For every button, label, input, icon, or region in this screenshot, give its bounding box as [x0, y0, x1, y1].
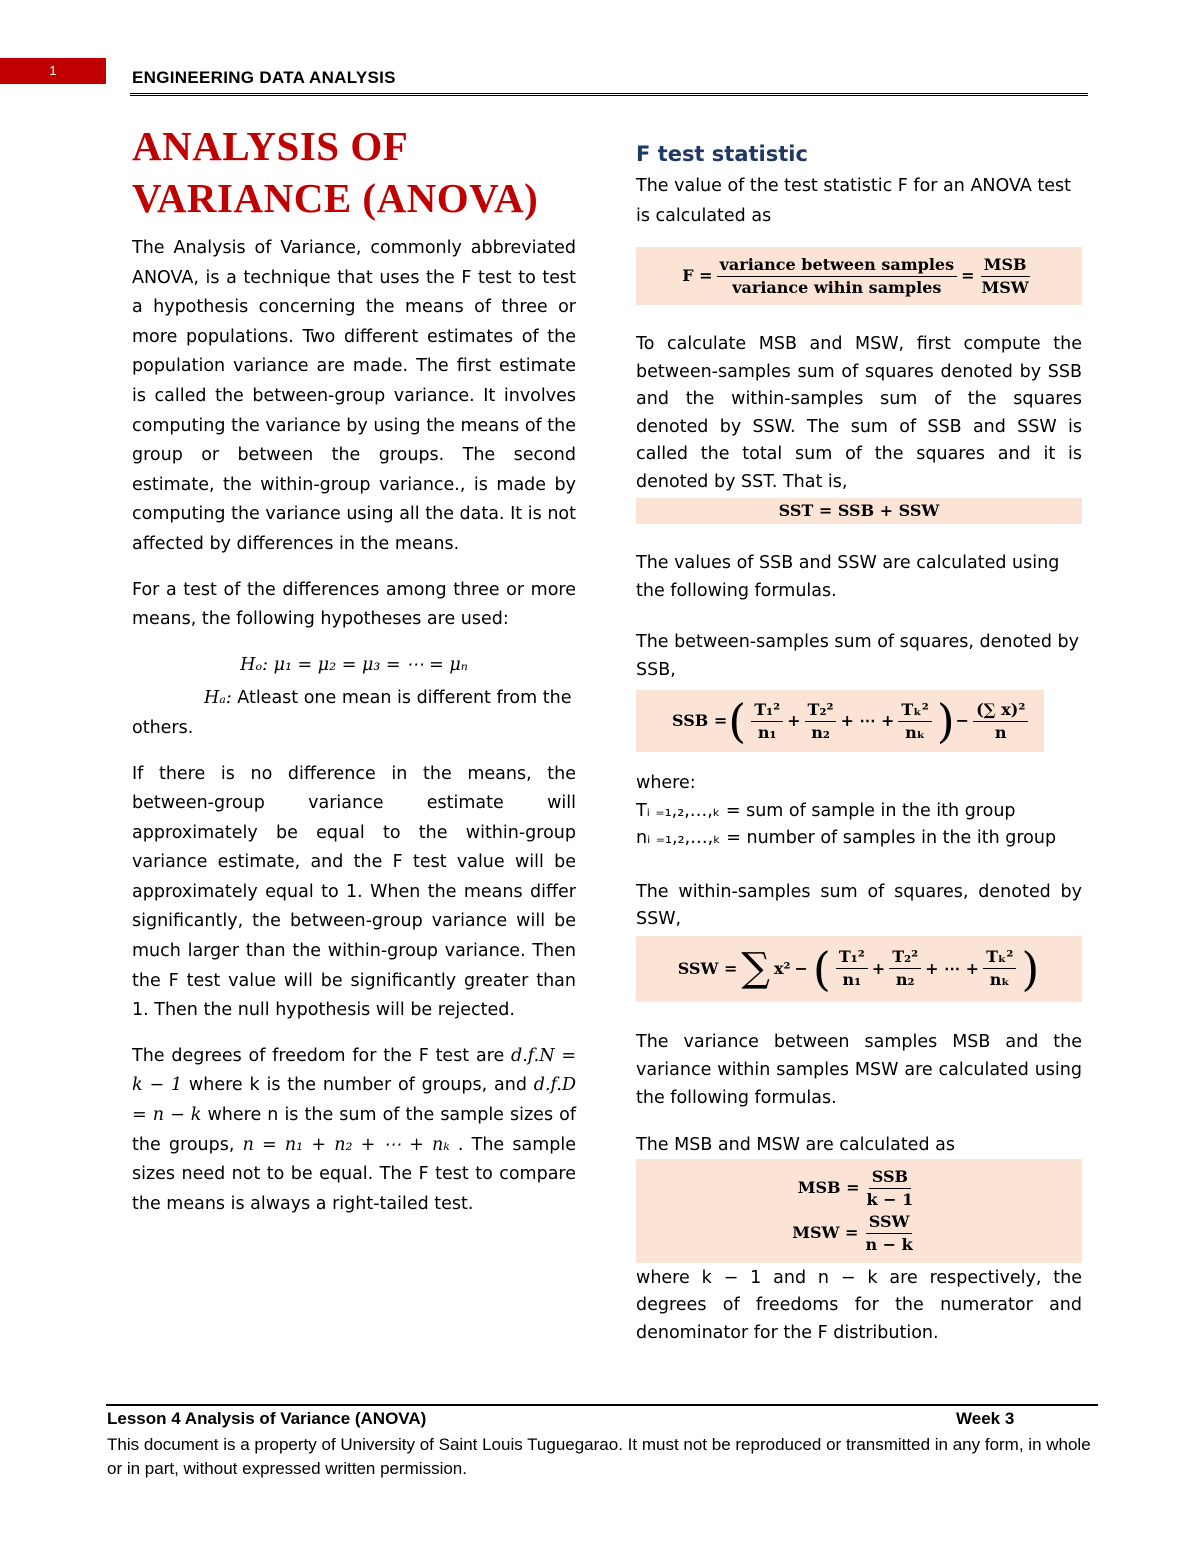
ssb-term-k — [898, 699, 931, 744]
msb-den: k − 1 — [866, 1189, 914, 1209]
alternative-hypothesis-symbol: Hₐ: — [204, 688, 232, 709]
msw-formula — [792, 1211, 919, 1256]
msb-msw-formula-box — [636, 1159, 1082, 1263]
dof-text-3: where n is the sum of the sample sizes of the groups, — [132, 1105, 576, 1155]
ssw-formula-box — [636, 936, 1082, 1002]
ssb-lhs: SSB = — [672, 711, 728, 731]
footer-week: Week 3 — [956, 1409, 1015, 1428]
dof-text-2: where k is the number of groups, and — [182, 1075, 534, 1096]
no-difference-paragraph: If there is no difference in the means, the between-group variance estimate will approximately be equal to the within-group variance estimate, and the F test value will be approximately equal to 1. When the means differ significantly, the between-group variance will be much larger than the within-group variance. Then the F test value will be significantly greater than 1. Then the null hypothesis will be rejected. — [132, 763, 576, 1021]
f-numerator: variance between samples — [717, 254, 958, 277]
f-intro: The value of the test statistic F for an ANOVA test is calculated as — [636, 176, 1071, 226]
ssb-formula-box — [636, 690, 1044, 752]
msw-den: n − k — [865, 1234, 913, 1254]
f-fraction — [717, 254, 958, 299]
msb-msw-fraction — [979, 254, 1032, 299]
title-line-1: ANALYSIS OF — [132, 123, 409, 169]
ssw-t1: T₁² — [836, 946, 868, 969]
course-title: ENGINEERING DATA ANALYSIS — [132, 68, 396, 87]
where-n-definition: nᵢ ₌₁,₂,…,ₖ = number of samples in the ith group — [636, 828, 1057, 849]
f-formula-box — [636, 247, 1082, 305]
ssb-minus: − — [955, 711, 970, 731]
ssb-plus: + — [787, 711, 801, 731]
msb-num: SSB — [869, 1166, 911, 1189]
n-sum-expression: n = n₁ + n₂ + ⋯ + nₖ — [242, 1134, 450, 1155]
ssb-tk: Tₖ² — [898, 699, 931, 722]
right-column — [636, 138, 1082, 1363]
f-lhs: F = — [682, 266, 713, 286]
sum-icon: ∑ — [741, 944, 770, 991]
footer-lesson: Lesson 4 Analysis of Variance (ANOVA) — [107, 1409, 427, 1428]
msb-formula — [798, 1166, 921, 1211]
msw-lhs: MSW = — [792, 1223, 859, 1243]
ssw-dots: + ⋯ + — [925, 958, 980, 978]
msw-num: SSW — [866, 1211, 913, 1234]
sst-formula-box: SST = SSB + SSW — [636, 498, 1082, 524]
ssw-n1: n₁ — [842, 970, 862, 990]
msw-label: MSW — [981, 277, 1029, 297]
values-intro: The values of SSB and SSW are calculated using the following formulas. — [636, 553, 1060, 601]
dof-text-1: The degrees of freedom for the F test are — [132, 1045, 512, 1066]
title-line-2: VARIANCE (ANOVA) — [132, 175, 539, 221]
variance-paragraph: The variance between samples MSB and the variance within samples MSW are calculated using the following formulas. — [636, 1031, 1082, 1108]
ssw-n2: n₂ — [895, 970, 915, 990]
left-column — [132, 120, 576, 1235]
where-label: where: — [636, 773, 696, 794]
ssw-lhs: SSW = — [677, 958, 738, 978]
ssb-t2: T₂² — [805, 699, 837, 722]
hypotheses-intro: For a test of the differences among three or more means, the following hypotheses are used: — [132, 579, 576, 630]
ssb-dots: + ⋯ + — [840, 711, 895, 731]
where-t-definition: Tᵢ ₌₁,₂,…,ₖ = sum of sample in the ith group — [636, 800, 1016, 821]
ssb-term-2 — [805, 699, 837, 744]
ssb-nk: nₖ — [905, 722, 926, 742]
closing-paragraph: where k − 1 and n − k are respectively, the degrees of freedoms for the numerator and denominator for the F distribution. — [636, 1267, 1082, 1343]
msb-msw-paragraph: To calculate MSB and MSW, first compute the between-samples sum of squares denoted by SSB and the within-samples sum of the squares denoted by SSW. The sum of SSB and SSW is called the total sum of the squares and it is denoted by SST. That is, — [636, 334, 1082, 492]
ssb-intro: The between-samples sum of squares, denoted by SSB, — [636, 632, 1079, 680]
ssb-t1: T₁² — [751, 699, 783, 722]
ssw-minus: − — [794, 958, 808, 978]
ssw-x2: x² — [773, 958, 791, 978]
ssw-tk: Tₖ² — [983, 946, 1016, 969]
page-number-badge: 1 — [0, 58, 106, 84]
ssb-n2: n₂ — [811, 722, 830, 742]
ssb-n: n — [994, 722, 1007, 742]
ssb-correction-term — [973, 699, 1028, 744]
ssw-term-k — [983, 946, 1016, 991]
msb-label: MSB — [981, 254, 1030, 277]
ssw-plus: + — [871, 958, 886, 978]
footer-copyright-notice: This document is a property of University of Saint Louis Tuguegarao. It must not be reproduced or transmitted in any form, in whole or in part, without expressed written permission. — [107, 1435, 1091, 1478]
ssw-nk: nₖ — [989, 970, 1010, 990]
ssb-n1: n₁ — [757, 722, 777, 742]
msb-fraction — [864, 1166, 917, 1211]
f-equals: = — [961, 266, 975, 286]
f-test-heading: F test statistic — [636, 142, 808, 166]
dfn-expression: d.f.N = k − 1 — [132, 1045, 576, 1096]
alternative-hypothesis — [132, 684, 576, 743]
ssb-sumx: (∑ x)² — [973, 699, 1028, 722]
page-title — [132, 120, 576, 224]
ssb-term-1 — [751, 699, 783, 744]
left-paren: ( — [812, 941, 831, 996]
alternative-hypothesis-text: Atleast one mean is different from the others. — [132, 688, 572, 738]
ssw-intro: The within-samples sum of squares, denoted by SSW, — [636, 881, 1082, 930]
ssw-term-2 — [889, 946, 921, 991]
msb-lhs: MSB = — [797, 1178, 860, 1198]
right-paren: ) — [1021, 941, 1040, 996]
footer-divider — [106, 1404, 1098, 1406]
left-paren: ( — [728, 694, 747, 749]
msw-fraction — [862, 1211, 915, 1256]
dof-text-4: . The sample sizes need not to be equal. The F test to compare the means is always a right-tailed test. — [132, 1134, 576, 1214]
f-denominator: variance wihin samples — [732, 277, 942, 297]
intro-paragraph: The Analysis of Variance, commonly abbreviated ANOVA, is a technique that uses the F test to test a hypothesis concerning the means of three or more populations. Two different estimates of the population variance are made. The first estimate is called the between-group variance. It involves computing the variance by using the means of the group or between the groups. The second estimate, the within-group variance., is made by computing the variance using all the data. It is not affected by differences in the means. — [132, 238, 576, 554]
msb-msw-intro: The MSB and MSW are calculated as — [636, 1134, 955, 1155]
dfd-expression: d.f.D = n − k — [132, 1075, 576, 1126]
header-divider — [130, 93, 1088, 96]
ssw-t2: T₂² — [889, 946, 921, 969]
null-hypothesis: Hₒ: μ₁ = μ₂ = μ₃ = ⋯ = μₙ — [240, 654, 468, 675]
right-paren: ) — [936, 694, 955, 749]
degrees-of-freedom-paragraph — [132, 1042, 576, 1220]
ssw-term-1 — [836, 946, 868, 991]
